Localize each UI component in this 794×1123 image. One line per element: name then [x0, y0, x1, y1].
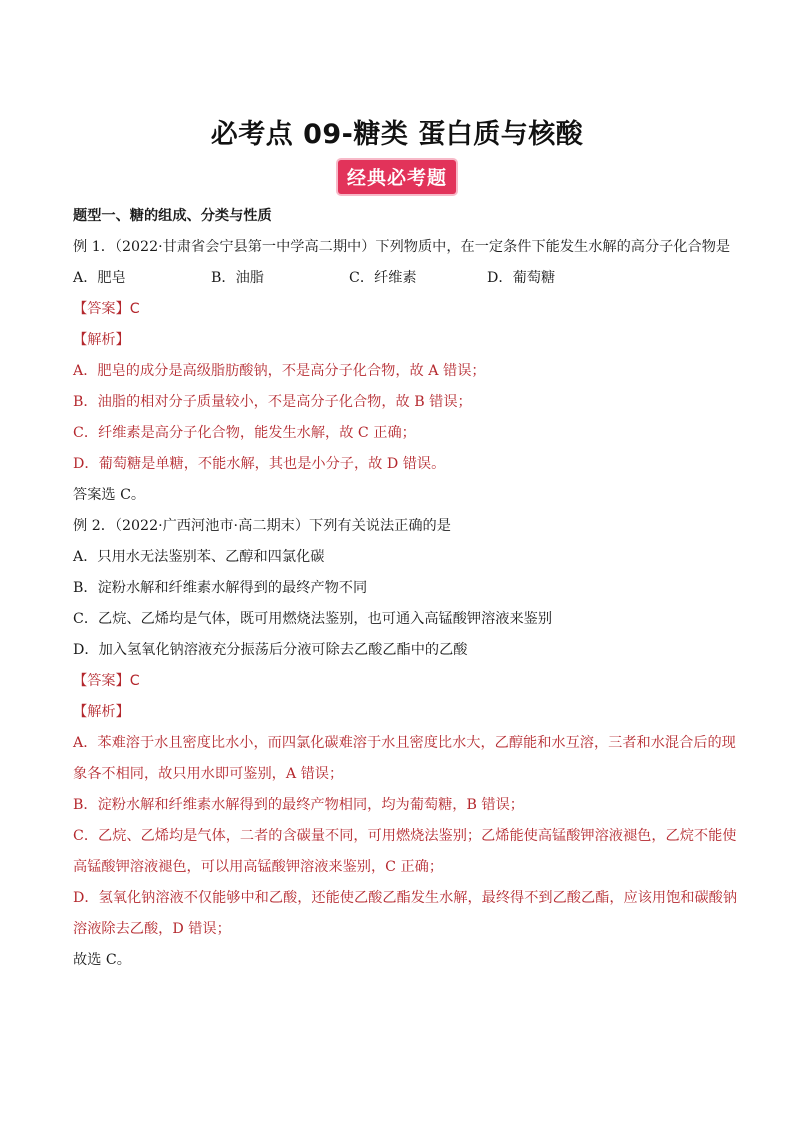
- q1-conclusion: 答案选 C。: [73, 487, 146, 503]
- q2-option-b: B．淀粉水解和纤维素水解得到的最终产物不同: [73, 580, 368, 596]
- q2-analysis-label: 【解析】: [73, 704, 130, 720]
- q1-analysis-d: D．葡萄糖是单糖，不能水解，其也是小分子，故 D 错误。: [73, 456, 446, 472]
- q1-options: [73, 268, 723, 288]
- badge-container: [0, 160, 794, 194]
- classic-badge: 经典必考题: [338, 160, 456, 194]
- q2-analysis-a-line2: 象各不相同，故只用水即可鉴别，A 错误；: [73, 766, 344, 782]
- page-title: 必考点 09-糖类 蛋白质与核酸: [210, 119, 584, 150]
- q1-stem: 例 1．（2022·甘肃省会宁县第一中学高二期中）下列物质中，在一定条件下能发生水解的高分子化合物是: [73, 239, 731, 255]
- content-body: [73, 206, 738, 970]
- q2-analysis-d-line2: 溶液除去乙酸，D 错误；: [73, 921, 231, 937]
- q2-analysis-c-line1: C．乙烷、乙烯均是气体，二者的含碳量不同，可用燃烧法鉴别；乙烯能使高锰酸钾溶液褪色，乙烷不能使: [73, 828, 737, 844]
- q2-analysis-c-line2: 高锰酸钾溶液褪色，可以用高锰酸钾溶液来鉴别，C 正确；: [73, 859, 444, 875]
- q2-conclusion: 故选 C。: [73, 952, 131, 968]
- q1-analysis-c: C．纤维素是高分子化合物，能发生水解，故 C 正确；: [73, 425, 416, 441]
- q2-answer: 【答案】C: [73, 673, 140, 689]
- q2-analysis-b: B．淀粉水解和纤维素水解得到的最终产物相同，均为葡萄糖，B 错误；: [73, 797, 524, 813]
- q1-answer: 【答案】C: [73, 301, 140, 317]
- q2-option-a: A．只用水无法鉴别苯、乙醇和四氯化碳: [73, 549, 325, 565]
- q1-option-a: A．肥皂: [73, 270, 126, 286]
- q1-analysis-b: B．油脂的相对分子质量较小，不是高分子化合物，故 B 错误；: [73, 394, 472, 410]
- q1-option-d: D．葡萄糖: [487, 270, 556, 286]
- q2-analysis-d-line1: D．氢氧化钠溶液不仅能够中和乙酸，还能使乙酸乙酯发生水解，最终得不到乙酸乙酯，应该用饱和碳酸钠: [73, 890, 738, 906]
- q1-option-c: C．纤维素: [349, 270, 417, 286]
- q2-option-d: D．加入氢氧化钠溶液充分振荡后分液可除去乙酸乙酯中的乙酸: [73, 642, 468, 658]
- q2-option-c: C．乙烷、乙烯均是气体，既可用燃烧法鉴别，也可通入高锰酸钾溶液来鉴别: [73, 611, 553, 627]
- q1-option-b: B．油脂: [211, 270, 264, 286]
- q1-analysis-a: A．肥皂的成分是高级脂肪酸钠，不是高分子化合物，故 A 错误；: [73, 363, 486, 379]
- section-heading: 题型一、糖的组成、分类与性质: [73, 208, 272, 224]
- q2-stem: 例 2．（2022·广西河池市·高二期末）下列有关说法正确的是: [73, 518, 451, 534]
- q2-analysis-a-line1: A．苯难溶于水且密度比水小，而四氯化碳难溶于水且密度比水大，乙醇能和水互溶，三者和水混合后的现: [73, 735, 736, 751]
- q1-analysis-label: 【解析】: [73, 332, 130, 348]
